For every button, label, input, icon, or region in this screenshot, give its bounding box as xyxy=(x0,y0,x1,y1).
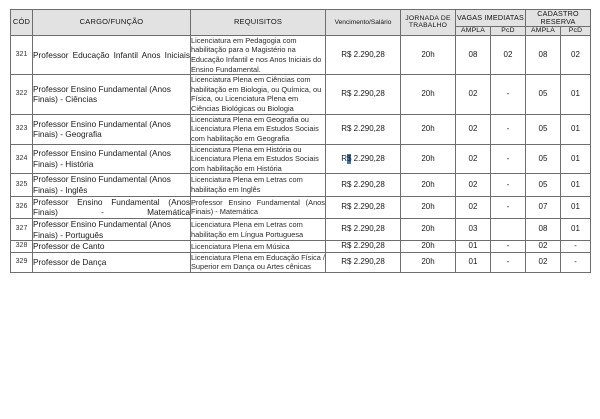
column-header-jornada: JORNADA DE TRABALHO xyxy=(401,10,456,36)
cell-cargo: Professor Ensino Fundamental (Anos Finais) - Inglês xyxy=(33,174,191,196)
cell-vencimento: R$ 2.290,28 xyxy=(326,196,401,218)
column-header-vagas-pcd: PcD xyxy=(491,27,526,36)
cell-cod: 327 xyxy=(11,218,33,240)
column-header-reserva-pcd: PcD xyxy=(561,27,591,36)
cell-vagas-pcd: - xyxy=(491,144,526,174)
cell-vencimento: R$ 2.290,28 xyxy=(326,144,401,174)
column-header-vagas-ampla: AMPLA xyxy=(456,27,491,36)
table-header xyxy=(11,10,591,36)
column-header-requisitos: REQUISITOS xyxy=(191,10,326,36)
cell-reserva-pcd: 01 xyxy=(561,75,591,115)
cell-jornada: 20h xyxy=(401,75,456,115)
cell-vencimento: R$ 2.290,28 xyxy=(326,114,401,144)
cell-reserva-pcd: 01 xyxy=(561,174,591,196)
cell-vagas-pcd: - xyxy=(491,174,526,196)
cell-reserva-ampla: 08 xyxy=(526,218,561,240)
cell-jornada: 20h xyxy=(401,252,456,272)
cell-reserva-pcd: 02 xyxy=(561,35,591,75)
table-row xyxy=(11,35,591,75)
cell-cod: 325 xyxy=(11,174,33,196)
table-row xyxy=(11,144,591,174)
cell-jornada: 20h xyxy=(401,218,456,240)
text-selection-highlight: $ xyxy=(346,153,352,163)
cell-requisitos: Licenciatura Plena em Letras com habilitação em Inglês xyxy=(191,174,326,196)
cell-reserva-ampla: 07 xyxy=(526,196,561,218)
cell-cargo: Professor Ensino Fundamental (Anos Finais) - Matemática xyxy=(33,196,190,218)
column-header-vencimento: Vencimento/Salário xyxy=(326,10,401,36)
table-row xyxy=(11,218,591,240)
cell-requisitos: Licenciatura em Pedagogia com habilitação para o Magistério na Educação Infantil e nos Anos Iniciais do Ensino Fundamental. xyxy=(191,35,326,75)
cell-vencimento: R$ 2.290,28 xyxy=(326,35,401,75)
vacancy-table-container xyxy=(10,9,590,273)
cell-cod: 328 xyxy=(11,241,33,253)
cell-cod: 321 xyxy=(11,35,33,75)
cell-reserva-pcd: - xyxy=(561,241,591,253)
cell-vagas-pcd: - xyxy=(491,252,526,272)
vacancy-table xyxy=(10,9,591,273)
cell-cod: 324 xyxy=(11,144,33,174)
table-row xyxy=(11,174,591,196)
cell-vagas-ampla: 01 xyxy=(456,252,491,272)
cell-vagas-ampla: 02 xyxy=(456,114,491,144)
cell-cargo: Professor Ensino Fundamental (Anos Finais) - Geografia xyxy=(33,114,191,144)
cell-reserva-pcd: 01 xyxy=(561,114,591,144)
cell-jornada: 20h xyxy=(401,174,456,196)
column-header-cargo: CARGO/FUNÇÃO xyxy=(33,10,191,36)
cell-reserva-ampla: 02 xyxy=(526,252,561,272)
cell-cargo: Professor de Canto xyxy=(33,241,191,253)
cell-requisitos: Licenciatura Plena em Geografia ou Licenciatura Plena em Estudos Sociais com habilitação em Geografia xyxy=(191,114,326,144)
cell-reserva-pcd: - xyxy=(561,252,591,272)
cell-reserva-ampla: 05 xyxy=(526,174,561,196)
cell-vagas-ampla: 02 xyxy=(456,196,491,218)
cell-cargo: Professor Ensino Fundamental (Anos Finais) - Português xyxy=(33,218,191,240)
table-row xyxy=(11,252,591,272)
cell-reserva-ampla: 08 xyxy=(526,35,561,75)
cell-vagas-ampla: 03 xyxy=(456,218,491,240)
cell-vencimento: R$ 2.290,28 xyxy=(326,75,401,115)
cell-cargo: Professor de Dança xyxy=(33,252,191,272)
cell-jornada: 20h xyxy=(401,144,456,174)
cell-cargo: Professor Ensino Fundamental (Anos Finais) - História xyxy=(33,144,191,174)
cell-vagas-pcd: - xyxy=(491,241,526,253)
cell-reserva-ampla: 05 xyxy=(526,114,561,144)
cell-vagas-ampla: 02 xyxy=(456,144,491,174)
cell-cargo: Professor Ensino Fundamental (Anos Finais) - Ciências xyxy=(33,75,191,115)
cell-cargo: Professor Educação Infantil Anos Iniciais xyxy=(33,35,191,75)
table-row xyxy=(11,196,591,218)
cell-cod: 322 xyxy=(11,75,33,115)
table-row xyxy=(11,241,591,253)
cell-jornada: 20h xyxy=(401,241,456,253)
cell-requisitos: Licenciatura Plena em Ciências com habilitação em Biologia, ou Química, ou Física, ou Licenciatura Plena em Ciências Biológicas ou Biologia xyxy=(191,75,326,115)
cell-reserva-pcd: 01 xyxy=(561,218,591,240)
cell-cod: 329 xyxy=(11,252,33,272)
cell-jornada: 20h xyxy=(401,114,456,144)
cell-vencimento: R$ 2.290,28 xyxy=(326,218,401,240)
cell-reserva-ampla: 02 xyxy=(526,241,561,253)
cell-requisitos: Licenciatura Plena em Educação Física / Superior em Dança ou Artes cênicas xyxy=(191,252,325,272)
cell-requisitos: Licenciatura Plena em Letras com habilitação em Língua Portuguesa xyxy=(191,218,326,240)
cell-vagas-ampla: 08 xyxy=(456,35,491,75)
header-row-main xyxy=(11,10,591,27)
cell-jornada: 20h xyxy=(401,196,456,218)
cell-requisitos: Licenciatura Plena em Música xyxy=(191,241,326,253)
cell-reserva-ampla: 05 xyxy=(526,144,561,174)
cell-jornada: 20h xyxy=(401,35,456,75)
table-body xyxy=(11,35,591,272)
column-header-reserva-ampla: AMPLA xyxy=(526,27,561,36)
cell-vagas-pcd: - xyxy=(491,75,526,115)
cell-vagas-pcd xyxy=(491,218,526,240)
cell-vagas-ampla: 01 xyxy=(456,241,491,253)
cell-requisitos: Professor Ensino Fundamental (Anos Finais) - Matemática xyxy=(191,196,326,218)
cell-reserva-pcd: 01 xyxy=(561,196,591,218)
cell-vagas-pcd: 02 xyxy=(491,35,526,75)
cell-vencimento: R$ 2.290,28 xyxy=(326,174,401,196)
column-header-vagas-imediatas: VAGAS IMEDIATAS xyxy=(456,10,526,27)
cell-vagas-pcd: - xyxy=(491,114,526,144)
cell-vagas-pcd: - xyxy=(491,196,526,218)
column-header-cadastro-reserva: CADASTRO RESERVA xyxy=(526,10,591,27)
cell-cod: 326 xyxy=(11,196,33,218)
table-row xyxy=(11,114,591,144)
cell-reserva-ampla: 05 xyxy=(526,75,561,115)
cell-requisitos: Licenciatura Plena em História ou Licenciatura Plena em Estudos Sociais com habilitação em História xyxy=(191,144,326,174)
cell-cod: 323 xyxy=(11,114,33,144)
cell-vagas-ampla: 02 xyxy=(456,75,491,115)
cell-reserva-pcd: 01 xyxy=(561,144,591,174)
cell-vagas-ampla: 02 xyxy=(456,174,491,196)
table-row xyxy=(11,75,591,115)
column-header-cod: CÓD xyxy=(11,10,33,36)
cell-vencimento: R$ 2.290,28 xyxy=(326,252,401,272)
cell-vencimento: R$ 2.290,28 xyxy=(326,241,401,253)
